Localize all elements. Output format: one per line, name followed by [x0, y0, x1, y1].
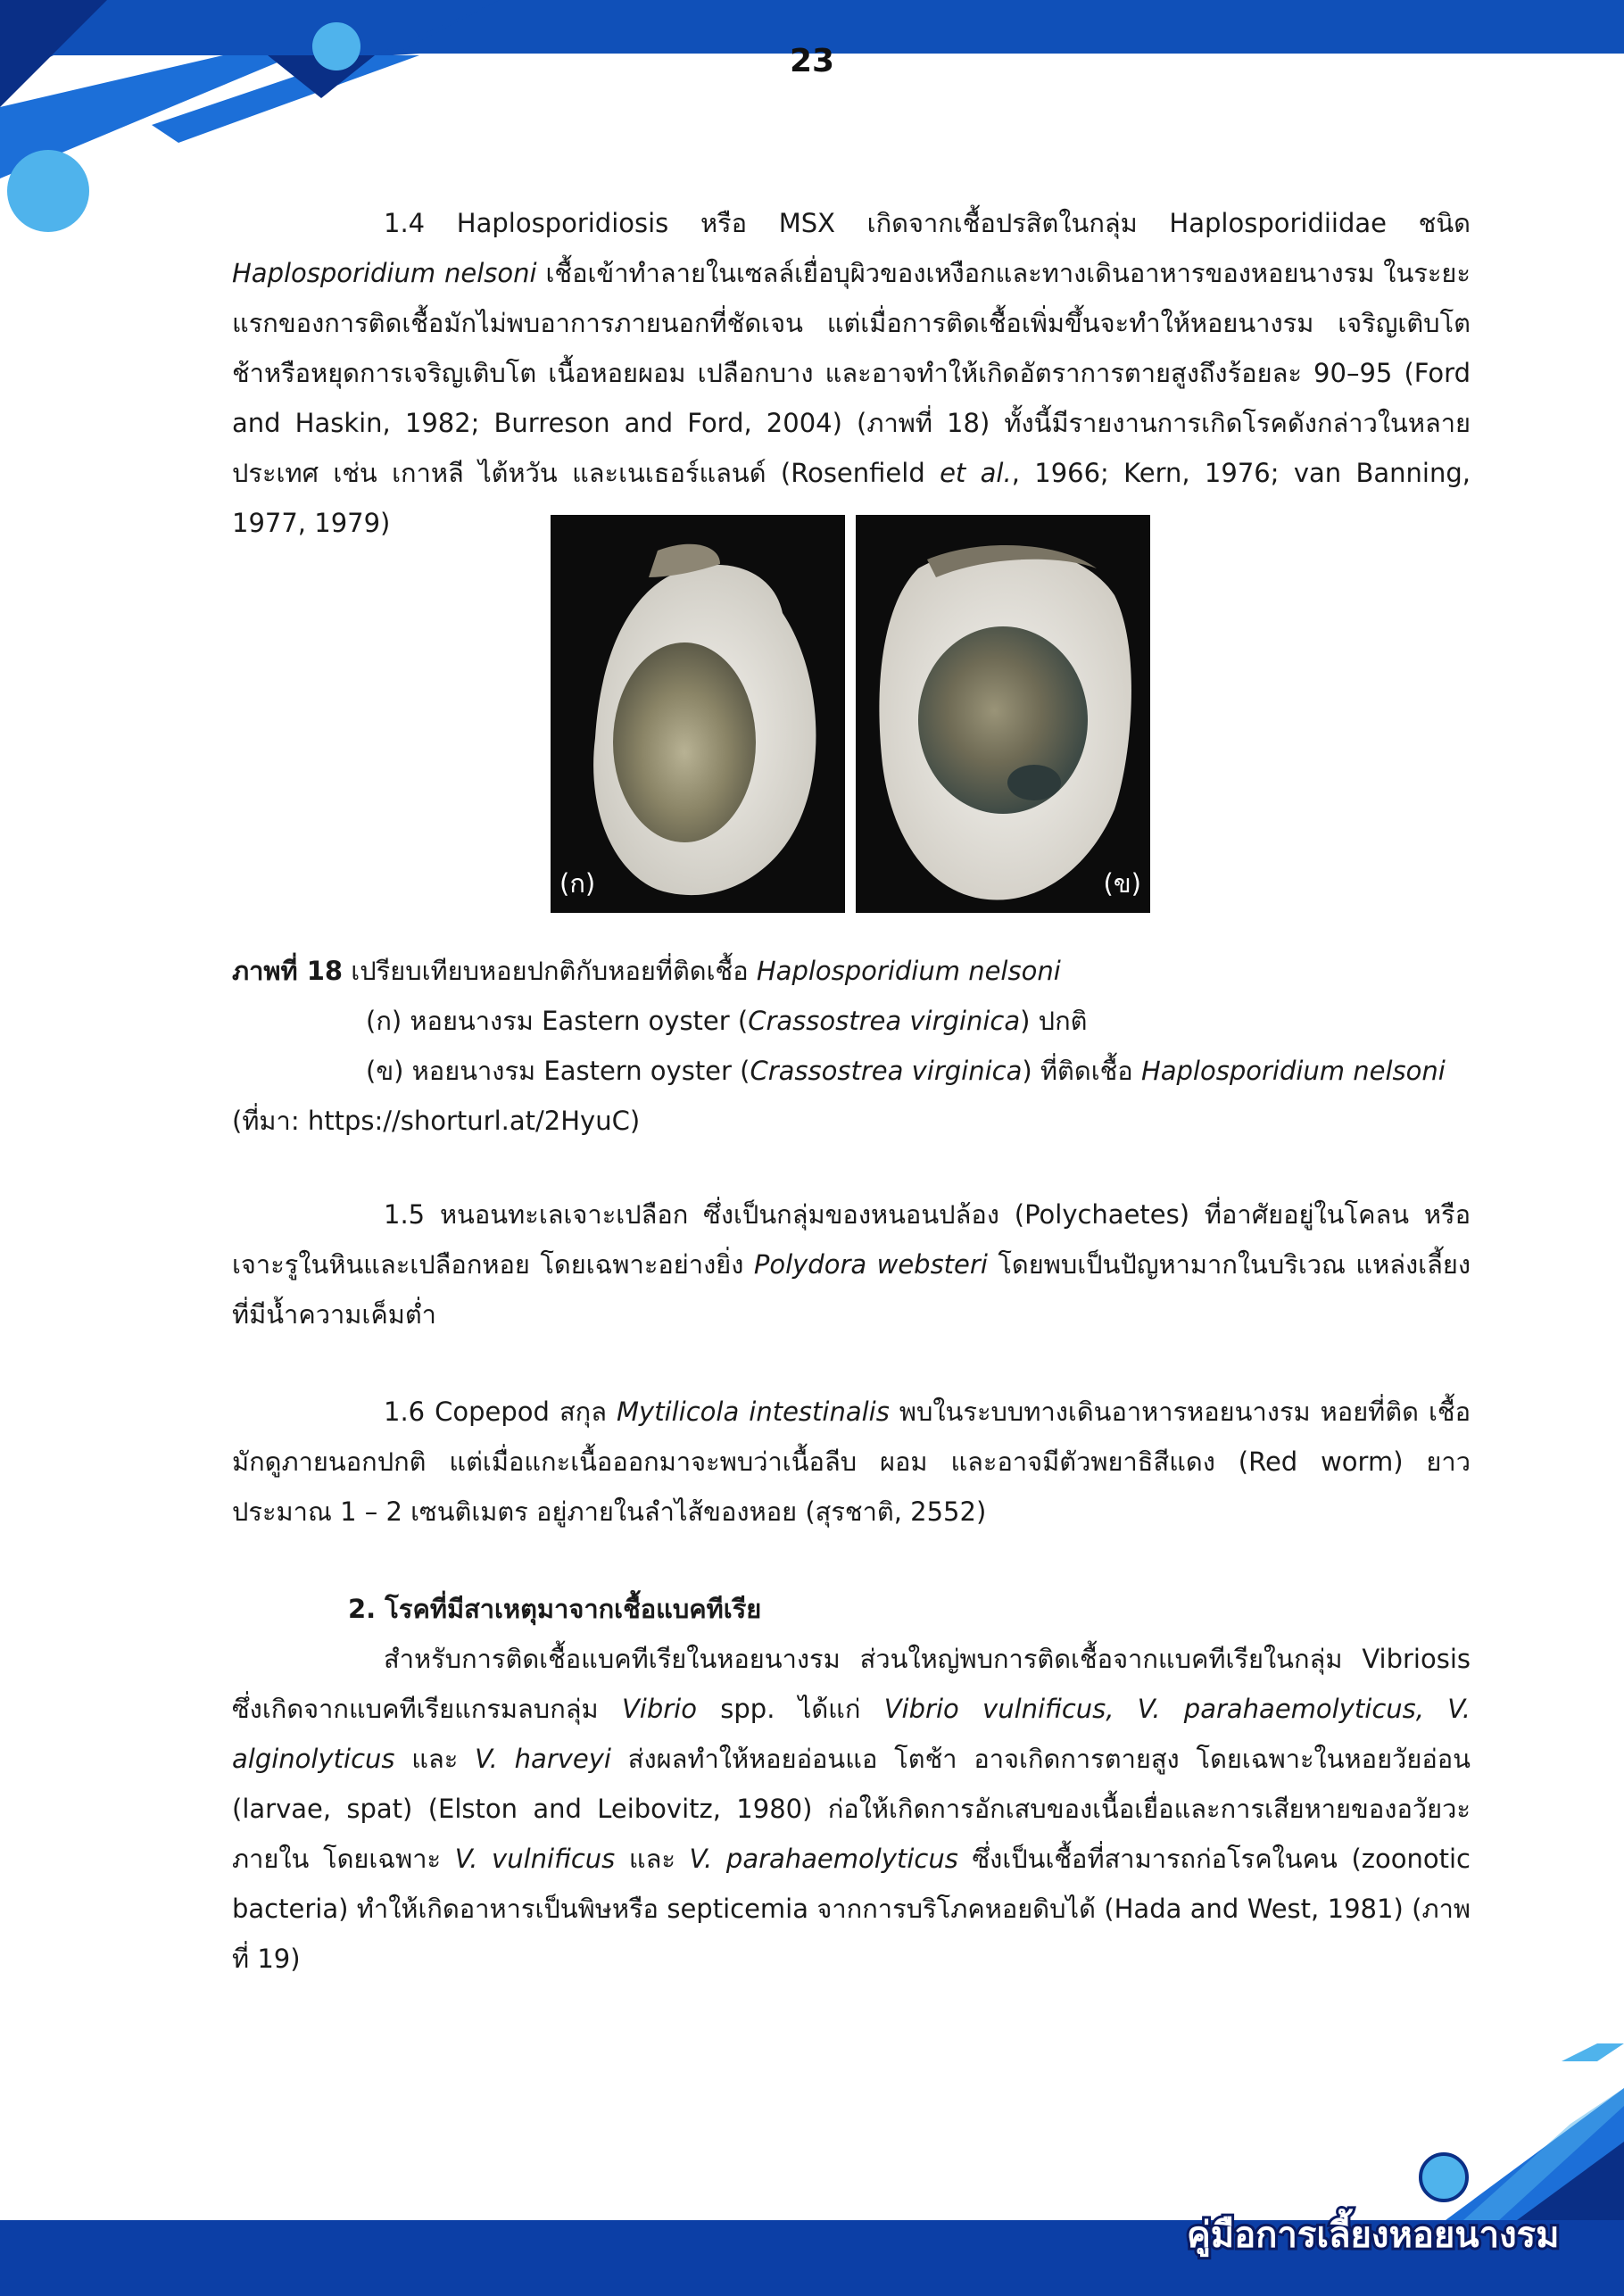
text: 1.4 Haplosporidiosis หรือ MSX เกิดจากเชื้อปรสิตในกลุ่ม Haplosporidiidae ชนิด	[384, 208, 1471, 238]
species-name: Polydora websteri	[753, 1249, 988, 1280]
text: เชื้อเข้าทำลายในเซลล์เยื่อบุผิวของเหงือกและทางเดินอาหารของหอยนางรม ในระยะแรกของการติดเชื้อมักไม่พบอาการภายนอกที่ชัดเจน แต่เมื่อการติดเชื้อเพิ่มขึ้นจะทำให้หอยนางรม เจริญเติบโตช้าหรือหยุดการเจริญเติบโต เนื้อหอยผอม เปลือกบาง และอาจทำให้เกิดอัตราการตายสูงถึงร้อยละ 90–95 (Ford and Haskin, 1982; Burreson and Ford, 2004) (ภาพที่ 18) ทั้งนี้มีรายงานการเกิดโรคดังกล่าวในหลาย ประเทศ เช่น เกาหลี ไต้หวัน และเนเธอร์แลนด์ (Rosenfield	[232, 258, 1471, 488]
caption-source: (ที่มา: https://shorturl.at/2HyuC)	[232, 1106, 641, 1136]
species-name: V. vulnificus	[454, 1844, 616, 1874]
species-name: Mytilicola intestinalis	[617, 1397, 890, 1427]
species-name: V. harveyi	[475, 1744, 611, 1774]
section-2	[232, 1584, 1471, 1984]
text: , 1966; Kern, 1976; van Banning, 1977, 1979)	[232, 458, 1471, 538]
species-name: Crassostrea virginica	[750, 1056, 1023, 1086]
text: โดยพบเป็นปัญหามากในบริเวณ แหล่งเลี้ยงที่มีน้ำความเค็มต่ำ	[232, 1249, 1471, 1330]
species-name: Haplosporidium nelsoni	[1140, 1056, 1446, 1086]
species-name: Vibrio vulnificus, V. parahaemolyticus, V. alginolyticus	[232, 1694, 1471, 1774]
paragraph-1-6	[232, 1387, 1471, 1537]
text: และ	[394, 1744, 476, 1774]
species-name: V. parahaemolyticus	[689, 1844, 958, 1874]
paragraph-1-5	[232, 1189, 1471, 1339]
text: ซึ่งเป็นเชื้อที่สามารถก่อโรคในคน (zoonotic bacteria) ทำให้เกิดอาหารเป็นพิษหรือ septicemia จากการบริโภคหอยดิบได้ (Hada and West, 1981) (ภาพที่ 19)	[232, 1844, 1471, 1974]
paragraph-1-4	[232, 198, 1471, 548]
text: 1.5 หนอนทะเลเจาะเปลือก ซึ่งเป็นกลุ่มของหนอนปล้อง (Polychaetes) ที่อาศัยอยู่ในโคลน หรือเจาะรูในหินและเปลือกหอย โดยเฉพาะอย่างยิ่ง	[232, 1199, 1471, 1280]
text: พบในระบบทางเดินอาหารหอยนางรม หอยที่ติด เชื้อมักดูภายนอกปกติ แต่เมื่อแกะเนื้อออกมาจะพบว่าเนื้อลีบ ผอม และอาจมีตัวพยาธิสีแดง (Red worm) ยาว ประมาณ 1 – 2 เซนติเมตร อยู่ภายในลำไส้ของหอย (สุรชาติ, 2552)	[232, 1397, 1471, 1527]
text: spp. ได้แก่	[696, 1694, 884, 1724]
species-name: Haplosporidium nelsoni	[232, 258, 537, 288]
species-name: Vibrio	[621, 1694, 697, 1724]
label-b: (ข)	[1103, 868, 1141, 899]
section-heading: 2. โรคที่มีสาเหตุมาจากเชื้อแบคทีเรีย	[348, 1594, 762, 1624]
text: สำหรับการติดเชื้อแบคทีเรียในหอยนางรม ส่วนใหญ่พบการติดเชื้อจากแบคทีเรียในกลุ่ม Vibriosis ซึ่งเกิดจากแบคทีเรียแกรมลบกลุ่ม	[232, 1644, 1471, 1724]
text: ) ที่ติดเชื้อ	[1022, 1056, 1141, 1086]
text: (ก) หอยนางรม Eastern oyster (	[366, 1006, 749, 1036]
figure-caption	[232, 946, 1471, 1146]
photo-normal-oyster	[551, 515, 845, 913]
text: และ	[615, 1844, 690, 1874]
label-a: (ก)	[559, 868, 596, 899]
species-name: Crassostrea virginica	[748, 1006, 1021, 1036]
text: (ข) หอยนางรม Eastern oyster (	[366, 1056, 750, 1086]
footer-title: คู่มือการเลี้ยงหอยนางรม	[1187, 2215, 1560, 2256]
photo-infected-oyster	[856, 515, 1150, 913]
text: เปรียบเทียบหอยปกติกับหอยที่ติดเชื้อ	[343, 956, 757, 986]
et-al: et al.	[940, 458, 1012, 488]
text: 1.6 Copepod สกุล	[384, 1397, 617, 1427]
text: ส่งผลทำให้หอยอ่อนแอ โตช้า อาจเกิดการตายสูง โดยเฉพาะในหอยวัยอ่อน (larvae, spat) (Elston and Leibovitz, 1980) ก่อให้เกิดการอักเสบของเนื้อเยื่อและการเสียหายของอวัยวะภายใน โดยเฉพาะ	[232, 1744, 1471, 1874]
figure-18	[551, 515, 1150, 913]
species-name: Haplosporidium nelsoni	[756, 956, 1061, 986]
caption-title: ภาพที่ 18	[232, 956, 344, 986]
page-number: 23	[789, 43, 835, 79]
text: ) ปกติ	[1020, 1006, 1088, 1036]
